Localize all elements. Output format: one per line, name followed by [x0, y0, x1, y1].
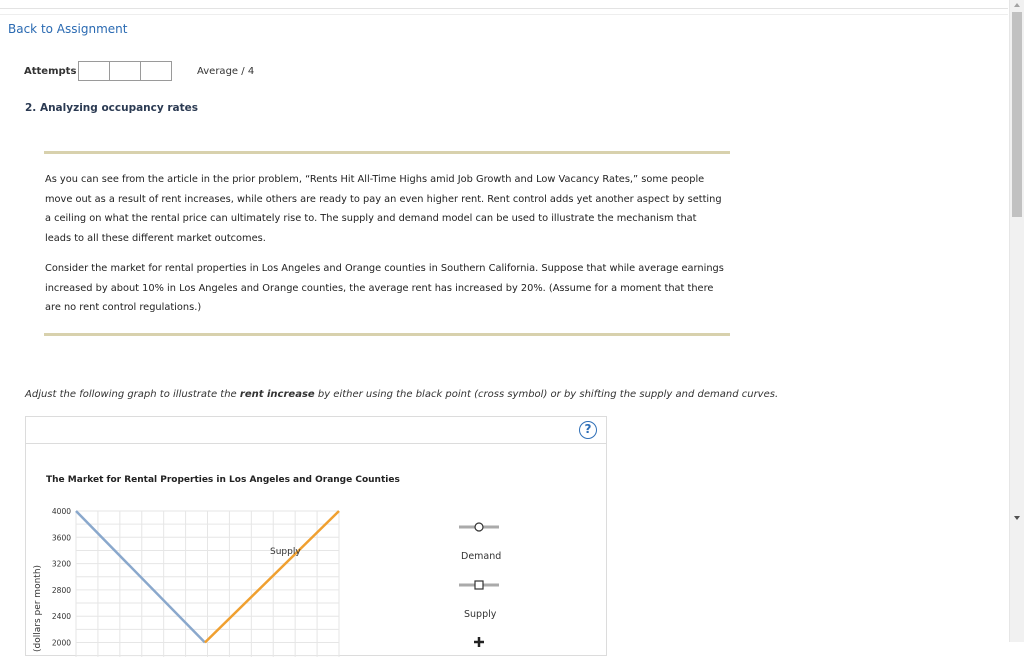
article-top-rule: [44, 151, 730, 154]
top-divider: [0, 8, 1008, 9]
demand-tool-circle-icon[interactable]: [475, 523, 483, 531]
graph-instruction: [25, 389, 778, 400]
y-tick-label: 2400: [51, 612, 71, 622]
average-score: [197, 66, 254, 77]
supply-curve-annotation: Supply: [270, 547, 301, 557]
y-tick-label: 4000: [51, 507, 71, 516]
supply-demand-graph[interactable]: [26, 417, 606, 657]
attempt-box: [109, 61, 141, 81]
y-tick-label: 3600: [51, 533, 71, 543]
y-axis-label: (dollars per month): [33, 564, 43, 652]
legend-supply-label: Supply: [464, 609, 497, 620]
average-value: / 4: [241, 66, 255, 77]
help-icon[interactable]: ?: [579, 421, 597, 439]
y-tick-label: 2000: [51, 638, 71, 648]
instruction-text-bold: rent increase: [239, 389, 315, 400]
graph-panel: [25, 416, 607, 656]
attempts-indicator: [24, 61, 172, 81]
attempt-box: [140, 61, 172, 81]
question-title: 2. Analyzing occupancy rates: [25, 102, 199, 114]
y-tick-label: 3200: [51, 559, 71, 569]
graph-title: The Market for Rental Properties in Los Angeles and Orange Counties: [46, 475, 400, 485]
scroll-down-arrow-icon[interactable]: [1014, 516, 1020, 520]
legend-demand-label: Demand: [461, 551, 502, 562]
attempt-box: [78, 61, 110, 81]
supply-tool-square-icon[interactable]: [475, 581, 483, 589]
article-paragraph-1: As you can see from the article in the prior problem, “Rents Hit All-Time Highs amid Job Growth and Low Vacancy Rates,” some people move out as a result of rent increases, while others are ready to pay an even higher rent. Rent control adds yet another aspect by setting a ceiling on what the rental price can ultimately rise to. The supply and demand model can be used to illustrate the mechanism that leads to all these different market outcomes.: [45, 174, 722, 244]
scroll-thumb[interactable]: [1012, 12, 1022, 217]
top-divider-secondary: [0, 14, 1008, 15]
back-to-assignment-link[interactable]: Back to Assignment: [8, 22, 128, 36]
article-bottom-rule: [44, 333, 730, 336]
average-label: Average: [197, 66, 239, 77]
y-tick-label: 2800: [51, 585, 71, 595]
black-point-cross-icon[interactable]: [474, 637, 484, 647]
page-scrollbar[interactable]: [1009, 0, 1024, 642]
scroll-up-arrow-icon[interactable]: [1014, 3, 1020, 7]
instruction-text-after: by either using the black point (cross symbol) or by shifting the supply and demand curves.: [314, 389, 779, 400]
instruction-text-before: Adjust the following graph to illustrate the: [25, 389, 240, 400]
attempts-label: Attempts: [24, 65, 77, 77]
article-paragraph-2: Consider the market for rental properties in Los Angeles and Orange counties in Southern California. Suppose that while average earnings increased by about 10% in Los Angeles and Orange counties, the average rent has increased by 20%. (Assume for a moment that there are no rent control regulations.): [45, 263, 724, 313]
